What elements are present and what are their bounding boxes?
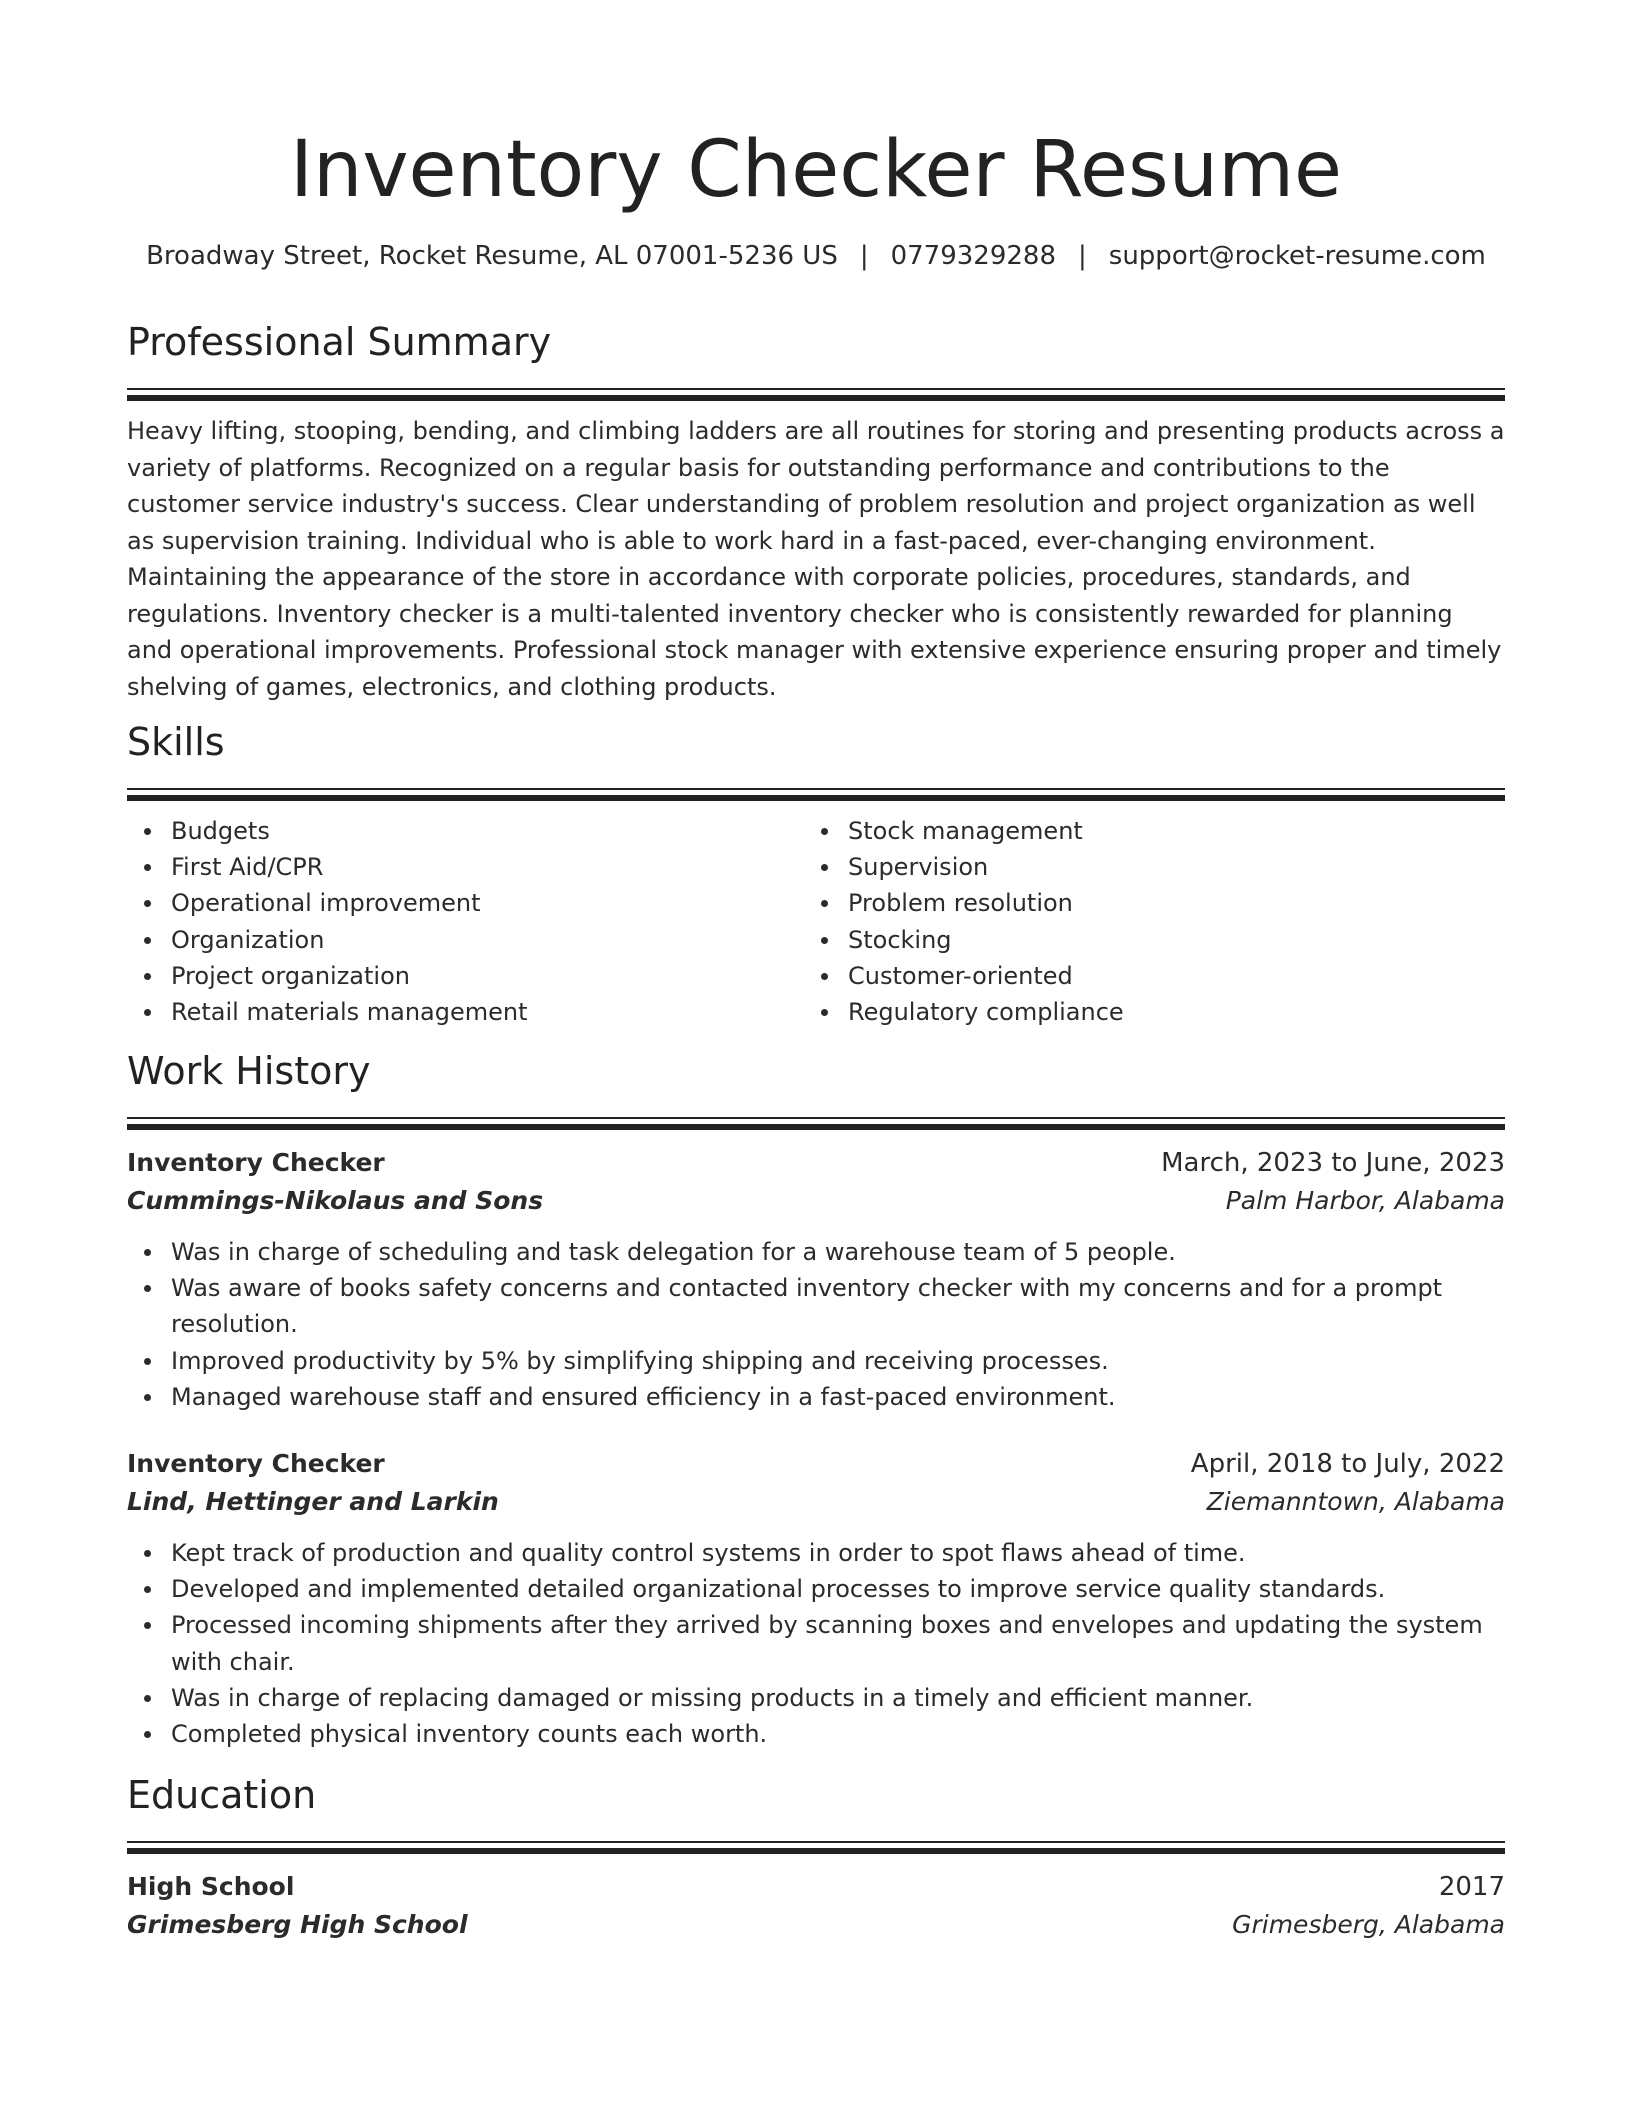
work-history-section bbox=[127, 1047, 1505, 1752]
heading-rule-thin bbox=[127, 1841, 1505, 1843]
job-location: Palm Harbor, Alabama bbox=[1225, 1186, 1505, 1215]
job-location: Ziemanntown, Alabama bbox=[1206, 1487, 1505, 1517]
job-bullet: Developed and implemented detailed organizational processes to improve service quality standards. bbox=[171, 1571, 1505, 1607]
education-header-row bbox=[127, 1868, 1505, 1906]
email: support@rocket-resume.com bbox=[1108, 241, 1486, 271]
separator: | bbox=[1078, 241, 1087, 271]
job-bullet: Was aware of books safety concerns and contacted inventory checker with my concerns and for a prompt resolution. bbox=[171, 1270, 1505, 1342]
section-heading: Professional Summary bbox=[127, 320, 552, 364]
separator: | bbox=[859, 241, 869, 271]
skills-grid bbox=[127, 813, 1505, 1030]
skill-item: Problem resolution bbox=[848, 885, 1481, 921]
school-name: Grimesberg High School bbox=[127, 1910, 468, 1939]
section-heading: Education bbox=[127, 1773, 317, 1817]
job-dates: March, 2023 to June, 2023 bbox=[1161, 1148, 1505, 1178]
education-entry bbox=[127, 1868, 1505, 1944]
heading-rule-thick bbox=[127, 395, 1505, 401]
graduation-year: 2017 bbox=[1438, 1872, 1505, 1902]
job-header-row bbox=[127, 1144, 1505, 1182]
job-title: Inventory Checker bbox=[127, 1449, 385, 1479]
skill-item: Budgets bbox=[171, 813, 804, 849]
skill-item: Operational improvement bbox=[171, 885, 804, 921]
address: Broadway Street, Rocket Resume, AL 07001-5236 US bbox=[146, 241, 838, 271]
education-school-row bbox=[127, 1906, 1505, 1944]
job-header-row bbox=[127, 1445, 1505, 1483]
job-bullet: Processed incoming shipments after they arrived by scanning boxes and envelopes and updating the system with chair. bbox=[171, 1607, 1505, 1679]
job-title: Inventory Checker bbox=[127, 1148, 385, 1177]
skill-item: Project organization bbox=[171, 958, 804, 994]
skills-column-left bbox=[127, 813, 804, 1030]
school-location: Grimesberg, Alabama bbox=[1232, 1910, 1505, 1939]
resume-title: Inventory Checker Resume bbox=[289, 125, 1343, 215]
heading-rule-thin bbox=[127, 1117, 1505, 1119]
contact-line bbox=[127, 238, 1505, 274]
summary-section bbox=[127, 318, 1505, 705]
heading-rule-thick bbox=[127, 795, 1505, 801]
phone: 0779329288 bbox=[890, 241, 1057, 271]
skills-section bbox=[127, 718, 1505, 1030]
skill-item: Customer-oriented bbox=[848, 958, 1481, 994]
skill-item: Stock management bbox=[848, 813, 1481, 849]
education-section bbox=[127, 1771, 1505, 1944]
job-bullet: Managed warehouse staff and ensured efficiency in a fast-paced environment. bbox=[171, 1379, 1505, 1415]
skill-item: Retail materials management bbox=[171, 994, 804, 1030]
heading-rule-thin bbox=[127, 788, 1505, 790]
section-heading: Skills bbox=[127, 720, 225, 764]
degree: High School bbox=[127, 1872, 295, 1901]
section-heading: Work History bbox=[127, 1049, 371, 1093]
job-entry bbox=[127, 1445, 1505, 1752]
job-entry bbox=[127, 1144, 1505, 1415]
skill-item: Stocking bbox=[848, 922, 1481, 958]
job-bullet: Completed physical inventory counts each worth. bbox=[171, 1716, 1505, 1752]
job-dates: April, 2018 to July, 2022 bbox=[1190, 1449, 1505, 1480]
company-name: Lind, Hettinger and Larkin bbox=[127, 1487, 499, 1517]
skill-item: First Aid/CPR bbox=[171, 849, 804, 885]
company-name: Cummings-Nikolaus and Sons bbox=[127, 1186, 544, 1215]
skill-item: Regulatory compliance bbox=[848, 994, 1481, 1030]
job-bullet: Was in charge of replacing damaged or missing products in a timely and efficient manner. bbox=[171, 1680, 1505, 1716]
job-company-row bbox=[127, 1483, 1505, 1521]
job-bullet: Kept track of production and quality control systems in order to spot flaws ahead of time. bbox=[171, 1535, 1505, 1571]
job-bullet: Improved productivity by 5% by simplifying shipping and receiving processes. bbox=[171, 1343, 1505, 1379]
heading-rule-thick bbox=[127, 1848, 1505, 1854]
skills-column-right bbox=[804, 813, 1481, 1030]
job-bullet: Was in charge of scheduling and task delegation for a warehouse team of 5 people. bbox=[171, 1234, 1505, 1270]
summary-text: Heavy lifting, stooping, bending, and climbing ladders are all routines for storing and presenting products across a variety of platforms. Recognized on a regular basis for outstanding performance and contributions to the customer service industry's success. Clear understanding of problem resolution and project organization as well as supervision training. Individual who is able to work hard in a fast-paced, ever-changing environment. Maintaining the appearance of the store in accordance with corporate policies, procedures, standards, and regulations. Inventory checker is a multi-talented inventory checker who is consistently rewarded for planning and operational improvements. Professional stock manager with extensive experience ensuring proper and timely shelving of games, electronics, and clothing products. bbox=[127, 417, 1505, 701]
skill-item: Supervision bbox=[848, 849, 1481, 885]
skill-item: Organization bbox=[171, 922, 804, 958]
heading-rule-thin bbox=[127, 388, 1505, 390]
heading-rule-thick bbox=[127, 1124, 1505, 1130]
job-company-row bbox=[127, 1182, 1505, 1220]
